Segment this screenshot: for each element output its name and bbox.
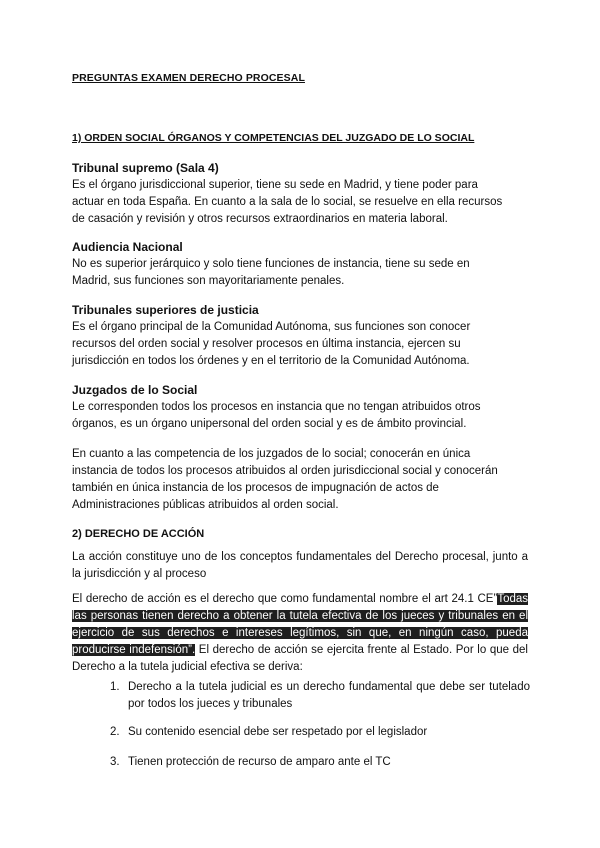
- audiencia-nacional-block: [72, 239, 532, 290]
- list-number: 3.: [110, 756, 120, 768]
- section-1-title: 1) ORDEN SOCIAL ÓRGANOS Y COMPETENCIAS DEL JUZGADO DE LO SOCIAL: [72, 132, 475, 144]
- paragraph-line: jurisdicción en todos los órdenes y en el territorio de la Comunidad Autónoma.: [72, 355, 470, 367]
- paragraph-line: Es el órgano jurisdiccional superior, tiene su sede en Madrid, y tiene poder para: [72, 179, 478, 191]
- paragraph-line: No es superior jerárquico y solo tiene funciones de instancia, tiene su sede en: [72, 258, 470, 270]
- paragraph-line: instancia de todos los procesos atribuidos al orden jurisdiccional social y conocerán: [72, 465, 498, 477]
- accion-intro-block: [72, 549, 528, 583]
- derivations-list: [110, 679, 530, 771]
- list-item-text: Su contenido esencial debe ser respetado por el legislador: [128, 726, 428, 738]
- list-item: [110, 679, 530, 713]
- list-item: [110, 754, 530, 771]
- paragraph-line: En cuanto a las competencia de los juzgados de lo social; conocerán en única: [72, 448, 471, 460]
- tribunal-supremo-block: [72, 160, 532, 228]
- paragraph-end: El derecho de acción se ejercita frente al Estado. Por lo que del Derecho a la tutela judicial efectiva se deriva:: [72, 644, 528, 673]
- paragraph-line: Administraciones públicas atribuidos al orden social.: [72, 499, 339, 511]
- tribunal-supremo-heading: Tribunal supremo (Sala 4): [72, 161, 219, 175]
- paragraph-line: actuar en toda España. En cuanto a la sala de lo social, se resuelve en ella recursos: [72, 196, 503, 208]
- juzgados-social-heading: Juzgados de lo Social: [72, 383, 198, 397]
- section-2-title: 2) DERECHO DE ACCIÓN: [72, 528, 205, 540]
- paragraph-line: órganos, es un órgano unipersonal del orden social y es de ámbito provincial.: [72, 418, 467, 430]
- list-number: 1.: [110, 681, 120, 693]
- tribunales-superiores-heading: Tribunales superiores de justicia: [72, 303, 259, 317]
- highlighted-quote: Todas las personas tienen derecho a obtener la tutela efectiva de los jueces y tribunales en el ejercicio de sus derechos e intereses legítimos, sin que, en ningún caso, pueda producirse indefensión”.: [72, 593, 528, 656]
- paragraph-start: El derecho de acción es el derecho que como fundamental nombre el art 24.1 CE”: [72, 593, 498, 605]
- juzgados-social-block: [72, 382, 532, 433]
- accion-intro: La acción constituye uno de los conceptos fundamentales del Derecho procesal, junto a la jurisdicción y al proceso: [72, 551, 528, 580]
- list-number: 2.: [110, 726, 120, 738]
- competencia-block: [72, 446, 532, 514]
- derecho-accion-block: [72, 591, 528, 676]
- list-item-text: Derecho a la tutela judicial es un derecho fundamental que debe ser tutelado por todos los jueces y tribunales: [128, 681, 530, 710]
- paragraph-line: Es el órgano principal de la Comunidad Autónoma, sus funciones son conocer: [72, 321, 471, 333]
- derecho-accion-paragraph: [72, 591, 528, 676]
- document-title: PREGUNTAS EXAMEN DERECHO PROCESAL: [72, 72, 305, 84]
- paragraph-line: de casación y revisión y otros recursos extraordinarios en materia laboral.: [72, 213, 448, 225]
- list-item-text: Tienen protección de recurso de amparo ante el TC: [128, 756, 391, 768]
- paragraph-line: Madrid, sus funciones son mayoritariamente penales.: [72, 275, 345, 287]
- paragraph-line: también en única instancia de los procesos de impugnación de actos de: [72, 482, 439, 494]
- audiencia-nacional-heading: Audiencia Nacional: [72, 240, 183, 254]
- list-item: [110, 724, 530, 741]
- paragraph-line: recursos del orden social y resolver procesos en última instancia, ejercen su: [72, 338, 461, 350]
- paragraph-line: Le corresponden todos los procesos en instancia que no tengan atribuidos otros: [72, 401, 481, 413]
- tribunales-superiores-block: [72, 302, 532, 370]
